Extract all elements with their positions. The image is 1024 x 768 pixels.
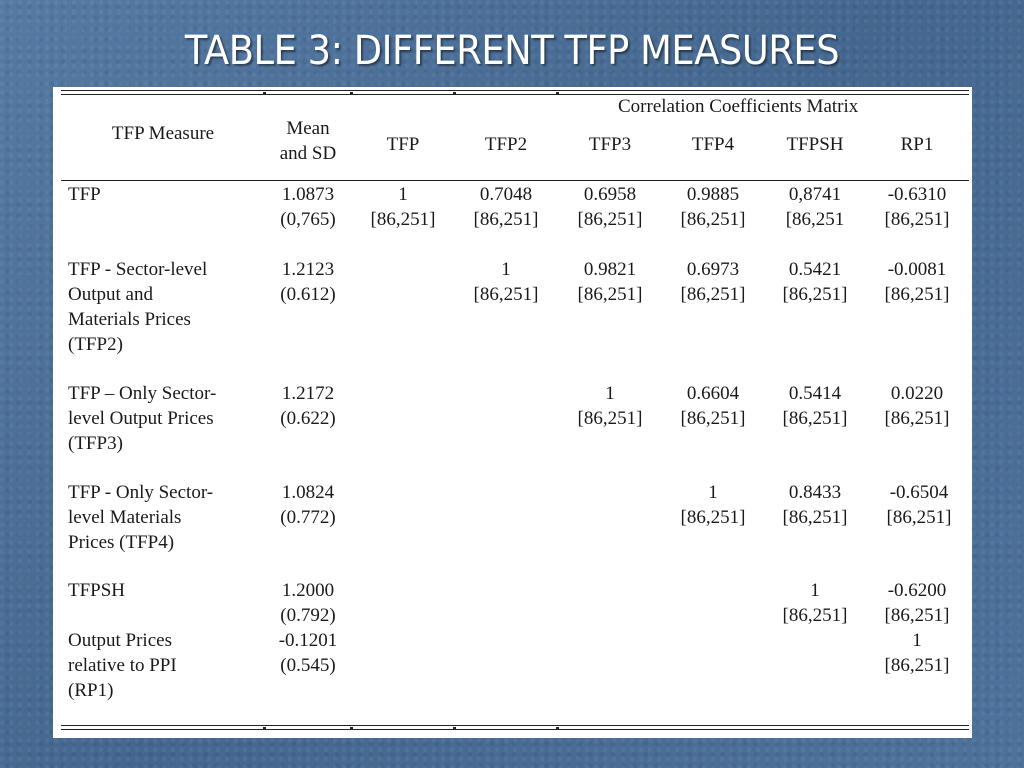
mean-value: 1.0824 <box>281 482 335 503</box>
row-label-line: relative to PPI <box>68 655 177 676</box>
row-label-line: level Output Prices <box>68 408 214 429</box>
row-label-line: TFPSH <box>68 580 126 601</box>
col-header-tfpsh: TFPSH <box>786 134 844 155</box>
rule-tick <box>350 92 353 95</box>
obs-count: [86,251] <box>884 655 950 676</box>
corr-value: 0,8741 <box>788 184 842 205</box>
sd-value: (0.792) <box>280 605 336 626</box>
obs-count: [86,251] <box>884 605 950 626</box>
col-header-tfp4: TFP4 <box>691 134 735 155</box>
row-label-line: TFP - Sector-level <box>68 259 208 280</box>
col-header-rp1: RP1 <box>900 134 934 155</box>
mean-value: 1.2172 <box>281 383 335 404</box>
obs-count: [86,251] <box>680 408 746 429</box>
obs-count: [86,251] <box>577 284 643 305</box>
obs-count: [86,251] <box>473 284 539 305</box>
obs-count: [86,251] <box>473 209 539 230</box>
row-label-line: (TFP2) <box>68 334 123 355</box>
obs-count: [86,251] <box>577 209 643 230</box>
col-header-tfp: TFP <box>386 134 420 155</box>
corr-value: 0.0220 <box>890 383 944 404</box>
obs-count: [86,251] <box>680 507 746 528</box>
top-rule-1 <box>61 90 969 91</box>
obs-count: [86,251] <box>680 284 746 305</box>
sd-value: (0,765) <box>280 209 336 230</box>
obs-count: [86,251] <box>884 284 950 305</box>
rule-tick <box>263 727 266 730</box>
obs-count: [86,251] <box>782 507 848 528</box>
row-label-line: Output and <box>68 284 153 305</box>
obs-count: [86,251] <box>782 284 848 305</box>
obs-count: [86,251] <box>782 605 848 626</box>
tfp-table <box>53 87 972 738</box>
slide-title: TABLE 3: DIFFERENT TFP MEASURES <box>184 28 840 74</box>
corr-value: -0.6200 <box>887 580 947 601</box>
row-label-line: TFP – Only Sector- <box>68 383 217 404</box>
corr-value: 1 <box>398 184 408 205</box>
corr-value: 0.6604 <box>686 383 740 404</box>
rule-tick <box>556 92 559 95</box>
obs-count: [86,251] <box>680 209 746 230</box>
corr-value: -0.6310 <box>887 184 947 205</box>
corr-value: 0.9885 <box>686 184 740 205</box>
col-header-measure: TFP Measure <box>111 123 215 144</box>
obs-count: [86,251] <box>577 408 643 429</box>
obs-count: [86,251] <box>884 408 950 429</box>
col-header-tfp3: TFP3 <box>588 134 632 155</box>
sd-value: (0.612) <box>280 284 336 305</box>
col-header-tfp2: TFP2 <box>484 134 528 155</box>
rule-tick <box>453 727 456 730</box>
rule-tick <box>556 727 559 730</box>
obs-count: [86,251] <box>884 209 950 230</box>
row-label-line: (TFP3) <box>68 433 123 454</box>
row-label-line: TFP <box>68 184 101 205</box>
corr-value: 0.5414 <box>788 383 842 404</box>
sd-value: (0.545) <box>280 655 336 676</box>
corr-value: 0.6958 <box>583 184 637 205</box>
corr-value: 0.6973 <box>686 259 740 280</box>
row-label-line: Output Prices <box>68 630 172 651</box>
rule-tick <box>350 727 353 730</box>
corr-value: 1 <box>708 482 718 503</box>
row-label-line: Prices (TFP4) <box>68 532 175 553</box>
col-header-mean-line2: and SD <box>279 143 337 164</box>
sd-value: (0.772) <box>280 507 336 528</box>
mean-value: -0.1201 <box>278 630 338 651</box>
header-rule <box>61 180 969 181</box>
corr-value: -0.0081 <box>887 259 947 280</box>
rule-tick <box>453 92 456 95</box>
obs-count: [86,251 <box>785 209 845 230</box>
row-label-line: (RP1) <box>68 680 114 701</box>
corr-value: 1 <box>912 630 922 651</box>
corr-value: 0.5421 <box>788 259 842 280</box>
rule-tick <box>263 92 266 95</box>
corr-value: 1 <box>810 580 820 601</box>
row-label-line: TFP - Only Sector- <box>68 482 214 503</box>
obs-count: [86,251] <box>782 408 848 429</box>
bottom-rule-1 <box>61 725 969 726</box>
corr-value: 0.8433 <box>788 482 842 503</box>
row-label-line: Materials Prices <box>68 309 191 330</box>
obs-count: [86,251] <box>886 507 952 528</box>
mean-value: 1.0873 <box>281 184 335 205</box>
corr-value: 0.7048 <box>479 184 533 205</box>
corr-value: 1 <box>605 383 615 404</box>
bottom-rule-2 <box>61 729 969 730</box>
corr-value: 0.9821 <box>583 259 637 280</box>
corr-value: -0.6504 <box>889 482 949 503</box>
corr-value: 1 <box>501 259 511 280</box>
row-label-line: level Materials <box>68 507 182 528</box>
mean-value: 1.2123 <box>281 259 335 280</box>
mean-value: 1.2000 <box>281 580 335 601</box>
obs-count: [86,251] <box>370 209 436 230</box>
group-header: Correlation Coefficients Matrix <box>618 96 859 117</box>
col-header-mean-line1: Mean <box>286 118 330 139</box>
sd-value: (0.622) <box>280 408 336 429</box>
